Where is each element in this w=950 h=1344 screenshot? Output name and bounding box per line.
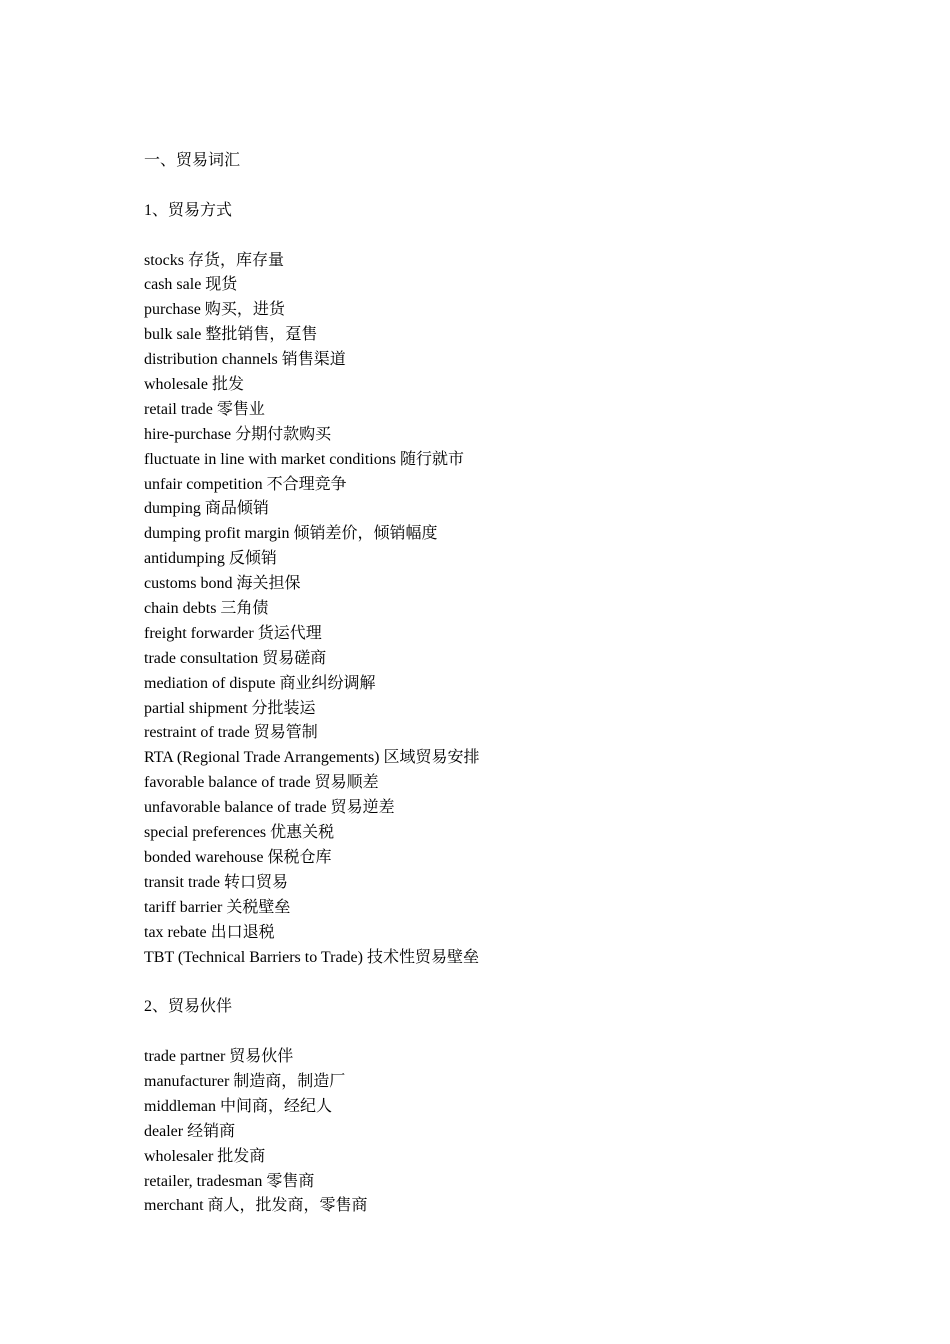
glossary-item: antidumping 反倾销: [144, 550, 277, 568]
blank-line: [144, 1020, 844, 1045]
section-title: 2、贸易伙伴: [144, 998, 233, 1016]
glossary-item: partial shipment 分批装运: [144, 699, 316, 717]
document-heading: 一、贸易词汇: [144, 152, 241, 169]
document-body: [144, 149, 844, 1219]
glossary-item: RTA (Regional Trade Arrangements) 区域贸易安排: [144, 749, 480, 767]
blank-line: [144, 224, 844, 249]
glossary-item: customs bond 海关担保: [144, 575, 301, 593]
glossary-item: unfavorable balance of trade 贸易逆差: [144, 799, 395, 817]
glossary-item: wholesaler 批发商: [144, 1147, 266, 1165]
glossary-item: dumping profit margin 倾销差价，倾销幅度: [144, 525, 438, 543]
blank-line: [144, 970, 844, 995]
glossary-item: special preferences 优惠关税: [144, 824, 335, 842]
glossary-item: wholesale 批发: [144, 376, 244, 394]
glossary-item: merchant 商人，批发商，零售商: [144, 1197, 368, 1215]
glossary-item: unfair competition 不合理竞争: [144, 475, 347, 493]
glossary-item: dumping 商品倾销: [144, 500, 269, 518]
glossary-item: distribution channels 销售渠道: [144, 351, 346, 369]
glossary-item: chain debts 三角债: [144, 600, 269, 618]
glossary-item: bonded warehouse 保税仓库: [144, 848, 332, 866]
glossary-item: retail trade 零售业: [144, 400, 265, 418]
glossary-item: tax rebate 出口退税: [144, 923, 275, 941]
glossary-item: purchase 购买，进货: [144, 301, 285, 319]
glossary-item: mediation of dispute 商业纠纷调解: [144, 674, 376, 692]
glossary-item: transit trade 转口贸易: [144, 873, 288, 891]
glossary-item: TBT (Technical Barriers to Trade) 技术性贸易壁垒: [144, 948, 479, 966]
glossary-item: restraint of trade 贸易管制: [144, 724, 318, 742]
glossary-item: manufacturer 制造商，制造厂: [144, 1072, 346, 1090]
glossary-item: dealer 经销商: [144, 1122, 236, 1140]
glossary-item: middleman 中间商，经纪人: [144, 1097, 332, 1115]
glossary-item: cash sale 现货: [144, 276, 238, 294]
section-title: 1、贸易方式: [144, 201, 233, 219]
glossary-item: retailer, tradesman 零售商: [144, 1172, 315, 1190]
glossary-item: hire-purchase 分期付款购买: [144, 425, 332, 443]
glossary-item: bulk sale 整批销售，趸售: [144, 326, 318, 344]
glossary-item: favorable balance of trade 贸易顺差: [144, 774, 379, 792]
glossary-item: stocks 存货，库存量: [144, 251, 285, 269]
glossary-item: trade partner 贸易伙伴: [144, 1048, 294, 1066]
glossary-item: tariff barrier 关税壁垒: [144, 898, 291, 916]
glossary-item: fluctuate in line with market conditions 随行就市: [144, 450, 464, 468]
glossary-item: trade consultation 贸易磋商: [144, 649, 327, 667]
blank-line: [144, 174, 844, 199]
glossary-item: freight forwarder 货运代理: [144, 624, 322, 642]
